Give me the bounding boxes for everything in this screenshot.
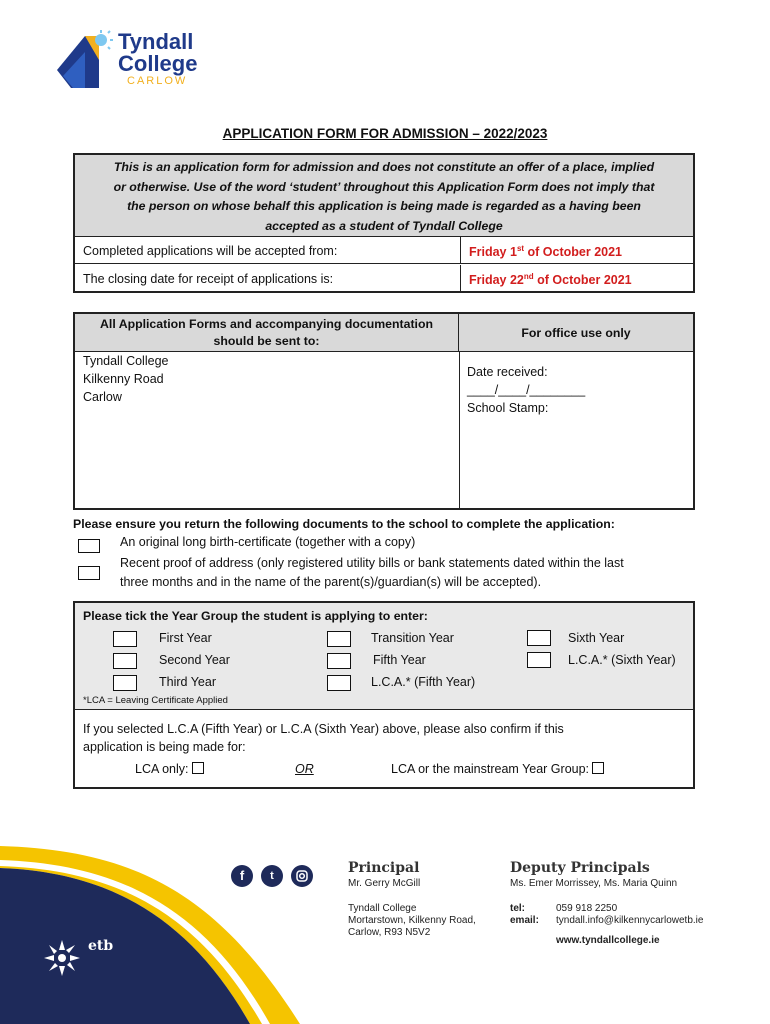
- closing-date-label: The closing date for receipt of applications is:: [83, 272, 334, 286]
- lca-only-label: LCA only:: [135, 762, 189, 776]
- year-group-options: [75, 603, 693, 710]
- proof-of-address-checkbox[interactable]: [78, 566, 100, 580]
- third-year-label: Third Year: [159, 675, 216, 689]
- disclaimer-line: This is an application form for admission and does not constitute an offer of a place, implied: [113, 160, 655, 174]
- school-logo: [55, 30, 225, 92]
- office-use-header: For office use only: [459, 314, 693, 352]
- footer: [0, 838, 770, 1024]
- address-line: Mortarstown, Kilkenny Road,: [348, 915, 476, 926]
- disclaimer-line: or otherwise. Use of the word ‘student’ throughout this Application Form does not imply that: [113, 179, 655, 194]
- logo-line-3: CARLOW: [127, 75, 188, 87]
- etb-logo-icon: [42, 938, 82, 978]
- closing-date-row: [75, 265, 693, 292]
- or-separator: OR: [295, 762, 314, 776]
- accepted-from-row: [75, 237, 693, 264]
- fifth-year-label: Fifth Year: [373, 653, 426, 667]
- address-line: Tyndall College: [348, 903, 417, 914]
- lca-only-checkbox[interactable]: [192, 762, 204, 774]
- sixth-year-label: Sixth Year: [568, 631, 625, 645]
- lca-fifth-year-checkbox[interactable]: [327, 675, 351, 691]
- birth-certificate-checkbox[interactable]: [78, 539, 100, 553]
- address-line: Tyndall College: [83, 354, 169, 368]
- lca-fifth-year-label: L.C.A.* (Fifth Year): [371, 675, 476, 689]
- website-link[interactable]: www.tyndallcollege.ie: [556, 935, 660, 946]
- mainstream-option: [391, 762, 604, 776]
- address-line: Carlow, R93 N5V2: [348, 927, 431, 938]
- third-year-checkbox[interactable]: [113, 675, 137, 691]
- sixth-year-checkbox[interactable]: [527, 630, 551, 646]
- fifth-year-checkbox[interactable]: [327, 653, 351, 669]
- proof-of-address-label-line1: Recent proof of address (only registered utility bills or bank statements dated within the last: [120, 556, 624, 570]
- documents-title: Please ensure you return the following documents to the school to complete the application:: [73, 517, 615, 531]
- accepted-from-label: Completed applications will be accepted from:: [83, 244, 338, 258]
- lca-sixth-year-checkbox[interactable]: [527, 652, 551, 668]
- lca-sixth-year-label: L.C.A.* (Sixth Year): [568, 653, 676, 667]
- year-group-box: [73, 601, 695, 789]
- transition-year-checkbox[interactable]: [327, 631, 351, 647]
- year-group-title: Please tick the Year Group the student is applying to enter:: [83, 609, 428, 623]
- first-year-label: First Year: [159, 631, 212, 645]
- lca-footnote: *LCA = Leaving Certificate Applied: [83, 695, 228, 706]
- principal-name: Mr. Gerry McGill: [348, 878, 421, 889]
- lca-only-option: [135, 762, 204, 776]
- logo-emblem-icon: [55, 30, 117, 92]
- twitter-icon[interactable]: t: [261, 865, 283, 887]
- address-line: Carlow: [83, 390, 122, 404]
- lca-confirm-text-line1: If you selected L.C.A (Fifth Year) or L.C.A (Sixth Year) above, please also confirm if this: [83, 722, 564, 736]
- instagram-icon[interactable]: [291, 865, 313, 887]
- logo-line-1: Tyndall: [118, 29, 194, 54]
- tel-value[interactable]: 059 918 2250: [556, 903, 618, 914]
- email-value[interactable]: tyndall.info@kilkennycarlowetb.ie: [556, 915, 704, 926]
- first-year-checkbox[interactable]: [113, 631, 137, 647]
- email-label: email:: [510, 915, 539, 926]
- deputy-principals-title: Deputy Principals: [510, 860, 650, 876]
- deputy-principals-names: Ms. Emer Morrissey, Ms. Maria Quinn: [510, 878, 678, 889]
- disclaimer-line: accepted as a student of Tyndall College: [265, 218, 503, 233]
- birth-certificate-label: An original long birth-certificate (together with a copy): [120, 535, 416, 549]
- tel-label: tel:: [510, 903, 525, 914]
- mainstream-checkbox[interactable]: [592, 762, 604, 774]
- form-title: APPLICATION FORM FOR ADMISSION – 2022/2023: [222, 126, 548, 141]
- address-line: Kilkenny Road: [83, 372, 164, 386]
- mainstream-label: LCA or the mainstream Year Group:: [391, 762, 590, 776]
- transition-year-label: Transition Year: [371, 631, 454, 645]
- closing-date-value: Friday 22nd of October 2021: [469, 272, 632, 288]
- lca-confirm-text-line2: application is being made for:: [83, 740, 246, 754]
- etb-label: etb: [88, 938, 114, 954]
- disclaimer-line: the person on whose behalf this application is being made is regarded as a having been: [127, 199, 641, 213]
- second-year-label: Second Year: [159, 653, 230, 667]
- date-received-field[interactable]: ____/____/________: [467, 383, 586, 397]
- facebook-icon[interactable]: f: [231, 865, 253, 887]
- principal-title: Principal: [348, 860, 420, 876]
- proof-of-address-label-line2: three months and in the name of the parent(s)/guardian(s) will be accepted).: [120, 575, 542, 589]
- second-year-checkbox[interactable]: [113, 653, 137, 669]
- disclaimer-text: [75, 155, 693, 237]
- intro-box: [73, 153, 695, 293]
- send-to-header: All Application Forms and accompanying documentation should be sent to:: [75, 314, 459, 352]
- school-stamp-label: School Stamp:: [467, 401, 549, 415]
- date-received-label: Date received:: [467, 365, 548, 379]
- address-box: [73, 312, 695, 510]
- logo-line-2: College: [118, 51, 198, 76]
- accepted-from-date: Friday 1st of October 2021: [469, 244, 623, 260]
